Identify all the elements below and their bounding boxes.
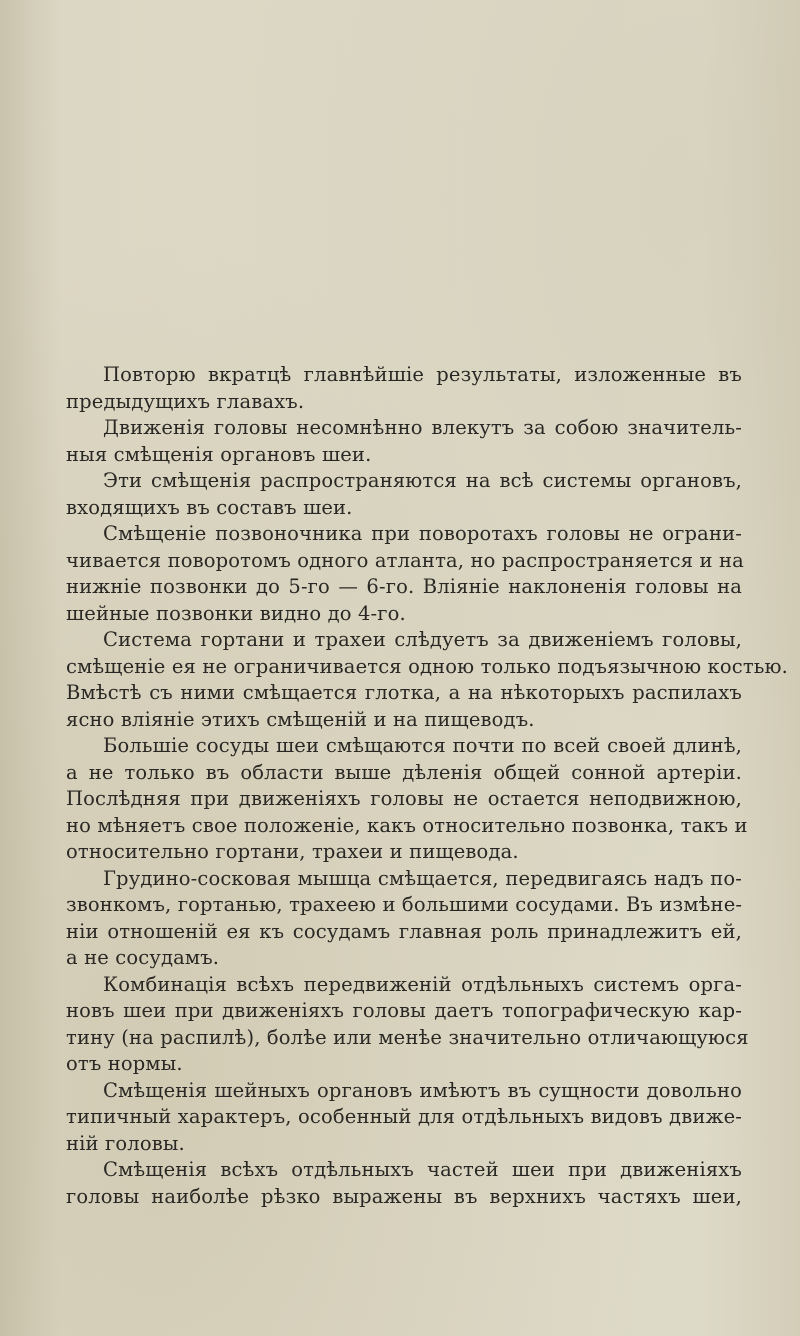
text-line: входящихъ въ составъ шеи.	[66, 495, 353, 519]
text-line: типичный характеръ, особенный для отдѣльныхъ видовъ движе-	[66, 1105, 742, 1128]
text-line: ясно вліяніе этихъ смѣщеній и на пищеводъ.	[66, 707, 535, 731]
text-line: но мѣняетъ свое положеніе, какъ относительно позвонка, такъ и	[66, 813, 748, 837]
text-line: отъ нормы.	[66, 1052, 183, 1075]
text-line: Комбинація всѣхъ передвиженій отдѣльныхъ системъ орга-	[103, 972, 742, 996]
text-line: новъ шеи при движеніяхъ головы даетъ топографическую кар-	[66, 999, 742, 1022]
text-line: Движенія головы несомнѣнно влекутъ за собою значитель-	[103, 416, 742, 439]
text-line: Послѣдняя при движеніяхъ головы не остается неподвижною,	[66, 787, 742, 810]
text-line: Смѣщеніе позвоночника при поворотахъ головы не ограни-	[103, 522, 742, 545]
text-line: смѣщеніе ея не ограничивается одною только подъязычною костью.	[66, 654, 789, 678]
text-line: Смѣщенія всѣхъ отдѣльныхъ частей шеи при движеніяхъ	[103, 1158, 742, 1181]
text-line: Грудино-сосковая мышца смѣщается, передвигаясь надъ по-	[103, 866, 742, 890]
text-line: головы наиболѣе рѣзко выражены въ верхнихъ частяхъ шеи,	[66, 1184, 742, 1208]
text-line: предыдущихъ главахъ.	[66, 389, 305, 413]
text-line: Вмѣстѣ съ ними смѣщается глотка, а на нѣкоторыхъ распилахъ	[66, 681, 742, 704]
text-line: чивается поворотомъ одного атланта, но распространяется и на	[66, 548, 744, 572]
text-line: Повторю вкратцѣ главнѣйшіе результаты, изложенные въ	[103, 363, 742, 386]
text-line: звонкомъ, гортанью, трахеею и большими сосудами. Въ измѣне-	[66, 893, 743, 916]
body-text	[66, 362, 789, 1210]
text-line: относительно гортани, трахеи и пищевода.	[66, 840, 519, 863]
text-line: а не сосудамъ.	[66, 946, 220, 969]
text-line: Система гортани и трахеи слѣдуетъ за движеніемъ головы,	[103, 628, 742, 651]
text-line: ныя смѣщенія органовъ шеи.	[66, 442, 372, 466]
text-line: нижніе позвонки до 5-го — 6-го. Вліяніе наклоненія головы на	[66, 575, 742, 598]
text-line: Большіе сосуды шеи смѣщаются почти по всей своей длинѣ,	[103, 734, 742, 757]
text-line: а не только въ области выше дѣленія общей сонной артеріи.	[66, 760, 742, 784]
text-line: ній головы.	[66, 1131, 185, 1155]
text-line: шейные позвонки видно до 4-го.	[66, 601, 406, 625]
text-line: ніи отношеній ея къ сосудамъ главная роль принадлежитъ ей,	[66, 919, 742, 943]
text-line: Смѣщенія шейныхъ органовъ имѣютъ въ сущности довольно	[103, 1078, 742, 1102]
text-line: Эти смѣщенія распространяются на всѣ системы органовъ,	[103, 469, 742, 492]
text-line: тину (на распилѣ), болѣе или менѣе значительно отличающуюся	[66, 1025, 749, 1049]
